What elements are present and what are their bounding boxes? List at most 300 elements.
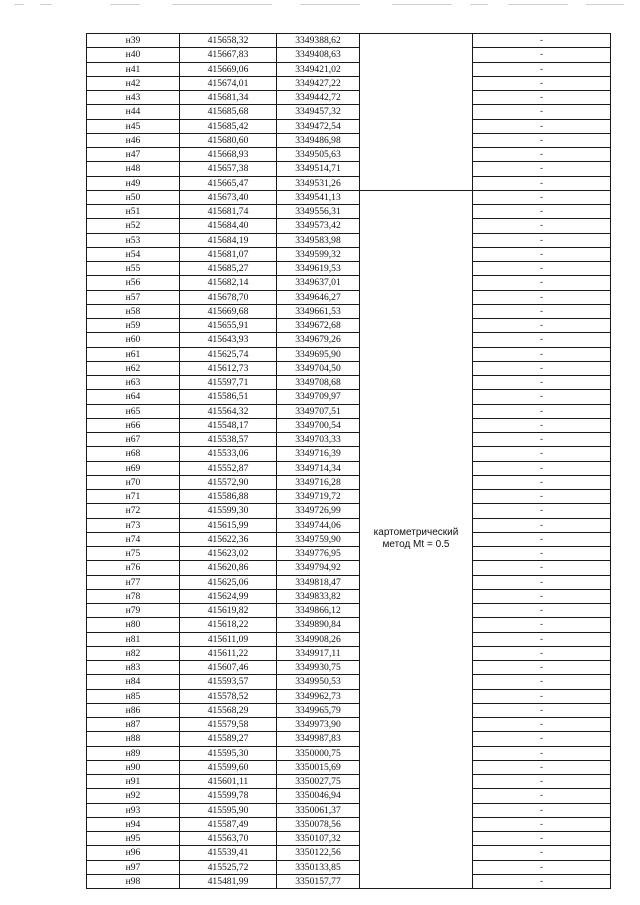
- x-coordinate-cell: 415572,90: [180, 475, 277, 489]
- table-row: [87, 675, 611, 689]
- x-coordinate-cell: 415612,73: [180, 361, 277, 375]
- y-coordinate-cell: 3349703,33: [277, 433, 360, 447]
- accuracy-value-cell: -: [473, 304, 611, 318]
- x-coordinate-cell: 415595,90: [180, 803, 277, 817]
- point-id-cell: н44: [87, 105, 180, 119]
- point-id-cell: н97: [87, 860, 180, 874]
- y-coordinate-cell: 3349427,22: [277, 76, 360, 90]
- accuracy-value-cell: -: [473, 347, 611, 361]
- point-id-cell: н75: [87, 547, 180, 561]
- method-cell: [360, 190, 473, 888]
- point-id-cell: н48: [87, 162, 180, 176]
- point-id-cell: н69: [87, 461, 180, 475]
- accuracy-value-cell: -: [473, 447, 611, 461]
- accuracy-value-cell: -: [473, 661, 611, 675]
- x-coordinate-cell: 415625,74: [180, 347, 277, 361]
- table-row: [87, 418, 611, 432]
- x-coordinate-cell: 415619,82: [180, 604, 277, 618]
- y-coordinate-cell: 3349672,68: [277, 319, 360, 333]
- point-id-cell: н77: [87, 575, 180, 589]
- accuracy-value-cell: -: [473, 846, 611, 860]
- y-coordinate-cell: 3349726,99: [277, 504, 360, 518]
- coordinates-table: [86, 33, 611, 889]
- accuracy-value-cell: -: [473, 874, 611, 888]
- point-id-cell: н89: [87, 746, 180, 760]
- y-coordinate-cell: 3349556,31: [277, 205, 360, 219]
- y-coordinate-cell: 3349890,84: [277, 618, 360, 632]
- x-coordinate-cell: 415599,30: [180, 504, 277, 518]
- accuracy-value-cell: -: [473, 589, 611, 603]
- point-id-cell: н72: [87, 504, 180, 518]
- x-coordinate-cell: 415681,07: [180, 247, 277, 261]
- x-coordinate-cell: 415611,22: [180, 646, 277, 660]
- accuracy-value-cell: -: [473, 532, 611, 546]
- point-id-cell: н83: [87, 661, 180, 675]
- point-id-cell: н56: [87, 276, 180, 290]
- point-id-cell: н81: [87, 632, 180, 646]
- y-coordinate-cell: 3349637,01: [277, 276, 360, 290]
- x-coordinate-cell: 415597,71: [180, 376, 277, 390]
- point-id-cell: н62: [87, 361, 180, 375]
- x-coordinate-cell: 415611,09: [180, 632, 277, 646]
- table-row: [87, 290, 611, 304]
- point-id-cell: н50: [87, 190, 180, 204]
- table-row: [87, 575, 611, 589]
- point-id-cell: н61: [87, 347, 180, 361]
- accuracy-value-cell: -: [473, 219, 611, 233]
- table-row: [87, 475, 611, 489]
- y-coordinate-cell: 3349486,98: [277, 133, 360, 147]
- accuracy-value-cell: -: [473, 48, 611, 62]
- x-coordinate-cell: 415624,99: [180, 589, 277, 603]
- table-row: [87, 219, 611, 233]
- y-coordinate-cell: 3349505,63: [277, 148, 360, 162]
- table-row: [87, 447, 611, 461]
- x-coordinate-cell: 415657,38: [180, 162, 277, 176]
- x-coordinate-cell: 415665,47: [180, 176, 277, 190]
- y-coordinate-cell: 3349661,53: [277, 304, 360, 318]
- point-id-cell: н90: [87, 760, 180, 774]
- table-row: [87, 860, 611, 874]
- point-id-cell: н68: [87, 447, 180, 461]
- table-row: [87, 176, 611, 190]
- accuracy-value-cell: -: [473, 162, 611, 176]
- y-coordinate-cell: 3349930,75: [277, 661, 360, 675]
- x-coordinate-cell: 415563,70: [180, 832, 277, 846]
- point-id-cell: н45: [87, 119, 180, 133]
- x-coordinate-cell: 415615,99: [180, 518, 277, 532]
- accuracy-value-cell: -: [473, 62, 611, 76]
- table-row: [87, 247, 611, 261]
- accuracy-value-cell: -: [473, 461, 611, 475]
- table-row: [87, 205, 611, 219]
- table-row: [87, 775, 611, 789]
- accuracy-value-cell: -: [473, 518, 611, 532]
- table-row: [87, 390, 611, 404]
- x-coordinate-cell: 415669,68: [180, 304, 277, 318]
- point-id-cell: н87: [87, 718, 180, 732]
- table-row: [87, 461, 611, 475]
- x-coordinate-cell: 415685,27: [180, 262, 277, 276]
- table-row: [87, 689, 611, 703]
- accuracy-value-cell: -: [473, 703, 611, 717]
- x-coordinate-cell: 415579,58: [180, 718, 277, 732]
- table-row: [87, 718, 611, 732]
- accuracy-value-cell: -: [473, 262, 611, 276]
- table-row: [87, 604, 611, 618]
- y-coordinate-cell: 3350078,56: [277, 817, 360, 831]
- y-coordinate-cell: 3349388,62: [277, 34, 360, 48]
- y-coordinate-cell: 3350122,56: [277, 846, 360, 860]
- point-id-cell: н63: [87, 376, 180, 390]
- y-coordinate-cell: 3349442,72: [277, 91, 360, 105]
- accuracy-value-cell: -: [473, 290, 611, 304]
- table-row: [87, 276, 611, 290]
- accuracy-value-cell: -: [473, 803, 611, 817]
- point-id-cell: н57: [87, 290, 180, 304]
- method-text-line: метод Mt = 0.5: [382, 539, 450, 551]
- accuracy-value-cell: -: [473, 789, 611, 803]
- point-id-cell: н80: [87, 618, 180, 632]
- table-row: [87, 789, 611, 803]
- accuracy-value-cell: -: [473, 618, 611, 632]
- x-coordinate-cell: 415587,49: [180, 817, 277, 831]
- accuracy-value-cell: -: [473, 76, 611, 90]
- accuracy-value-cell: -: [473, 34, 611, 48]
- point-id-cell: н59: [87, 319, 180, 333]
- table-row: [87, 646, 611, 660]
- accuracy-value-cell: -: [473, 176, 611, 190]
- y-coordinate-cell: 3349917,11: [277, 646, 360, 660]
- x-coordinate-cell: 415586,51: [180, 390, 277, 404]
- table-row: [87, 91, 611, 105]
- x-coordinate-cell: 415667,83: [180, 48, 277, 62]
- y-coordinate-cell: 3349421,02: [277, 62, 360, 76]
- point-id-cell: н84: [87, 675, 180, 689]
- accuracy-value-cell: -: [473, 418, 611, 432]
- point-id-cell: н86: [87, 703, 180, 717]
- accuracy-value-cell: -: [473, 604, 611, 618]
- y-coordinate-cell: 3349700,54: [277, 418, 360, 432]
- accuracy-value-cell: -: [473, 376, 611, 390]
- point-id-cell: н85: [87, 689, 180, 703]
- y-coordinate-cell: 3349679,26: [277, 333, 360, 347]
- accuracy-value-cell: -: [473, 390, 611, 404]
- x-coordinate-cell: 415678,70: [180, 290, 277, 304]
- table-row: [87, 433, 611, 447]
- y-coordinate-cell: 3350000,75: [277, 746, 360, 760]
- point-id-cell: н40: [87, 48, 180, 62]
- table-row: [87, 817, 611, 831]
- point-id-cell: н78: [87, 589, 180, 603]
- y-coordinate-cell: 3349472,54: [277, 119, 360, 133]
- point-id-cell: н53: [87, 233, 180, 247]
- accuracy-value-cell: -: [473, 760, 611, 774]
- method-cell-blank: [360, 34, 473, 191]
- table-row: [87, 133, 611, 147]
- point-id-cell: н58: [87, 304, 180, 318]
- x-coordinate-cell: 415595,30: [180, 746, 277, 760]
- accuracy-value-cell: -: [473, 732, 611, 746]
- accuracy-value-cell: -: [473, 646, 611, 660]
- table-row: [87, 162, 611, 176]
- y-coordinate-cell: 3349583,98: [277, 233, 360, 247]
- table-row: [87, 547, 611, 561]
- x-coordinate-cell: 415607,46: [180, 661, 277, 675]
- x-coordinate-cell: 415599,78: [180, 789, 277, 803]
- point-id-cell: н54: [87, 247, 180, 261]
- point-id-cell: н76: [87, 561, 180, 575]
- table-row: [87, 589, 611, 603]
- table-row: [87, 233, 611, 247]
- y-coordinate-cell: 3349965,79: [277, 703, 360, 717]
- table-row: [87, 832, 611, 846]
- x-coordinate-cell: 415618,22: [180, 618, 277, 632]
- x-coordinate-cell: 415669,06: [180, 62, 277, 76]
- y-coordinate-cell: 3350061,37: [277, 803, 360, 817]
- accuracy-value-cell: -: [473, 404, 611, 418]
- y-coordinate-cell: 3349833,82: [277, 589, 360, 603]
- y-coordinate-cell: 3349704,50: [277, 361, 360, 375]
- y-coordinate-cell: 3349709,97: [277, 390, 360, 404]
- accuracy-value-cell: -: [473, 632, 611, 646]
- accuracy-value-cell: -: [473, 333, 611, 347]
- x-coordinate-cell: 415564,32: [180, 404, 277, 418]
- accuracy-value-cell: -: [473, 832, 611, 846]
- accuracy-value-cell: -: [473, 91, 611, 105]
- table-row: [87, 846, 611, 860]
- accuracy-value-cell: -: [473, 133, 611, 147]
- accuracy-value-cell: -: [473, 575, 611, 589]
- point-id-cell: н67: [87, 433, 180, 447]
- point-id-cell: н70: [87, 475, 180, 489]
- coordinates-table-body: [87, 34, 611, 889]
- accuracy-value-cell: -: [473, 190, 611, 204]
- accuracy-value-cell: -: [473, 119, 611, 133]
- table-row: [87, 561, 611, 575]
- accuracy-value-cell: -: [473, 105, 611, 119]
- table-row: [87, 34, 611, 48]
- point-id-cell: н95: [87, 832, 180, 846]
- scan-artifact-strip: [0, 0, 640, 10]
- y-coordinate-cell: 3350107,32: [277, 832, 360, 846]
- y-coordinate-cell: 3349776,95: [277, 547, 360, 561]
- point-id-cell: н98: [87, 874, 180, 888]
- y-coordinate-cell: 3349987,83: [277, 732, 360, 746]
- x-coordinate-cell: 415623,02: [180, 547, 277, 561]
- accuracy-value-cell: -: [473, 504, 611, 518]
- point-id-cell: н51: [87, 205, 180, 219]
- table-row: [87, 347, 611, 361]
- table-row: [87, 119, 611, 133]
- table-row: [87, 760, 611, 774]
- y-coordinate-cell: 3349719,72: [277, 490, 360, 504]
- x-coordinate-cell: 415681,34: [180, 91, 277, 105]
- accuracy-value-cell: -: [473, 746, 611, 760]
- x-coordinate-cell: 415533,06: [180, 447, 277, 461]
- point-id-cell: н82: [87, 646, 180, 660]
- y-coordinate-cell: 3349962,73: [277, 689, 360, 703]
- y-coordinate-cell: 3349794,92: [277, 561, 360, 575]
- y-coordinate-cell: 3350015,69: [277, 760, 360, 774]
- table-row: [87, 732, 611, 746]
- y-coordinate-cell: 3349973,90: [277, 718, 360, 732]
- y-coordinate-cell: 3350157,77: [277, 874, 360, 888]
- x-coordinate-cell: 415658,32: [180, 34, 277, 48]
- method-text-line: картометрический: [373, 527, 459, 539]
- x-coordinate-cell: 415586,88: [180, 490, 277, 504]
- point-id-cell: н39: [87, 34, 180, 48]
- x-coordinate-cell: 415525,72: [180, 860, 277, 874]
- table-row: [87, 632, 611, 646]
- accuracy-value-cell: -: [473, 675, 611, 689]
- table-row: [87, 148, 611, 162]
- x-coordinate-cell: 415673,40: [180, 190, 277, 204]
- point-id-cell: н49: [87, 176, 180, 190]
- point-id-cell: н66: [87, 418, 180, 432]
- x-coordinate-cell: 415589,27: [180, 732, 277, 746]
- accuracy-value-cell: -: [473, 547, 611, 561]
- y-coordinate-cell: 3349908,26: [277, 632, 360, 646]
- x-coordinate-cell: 415539,41: [180, 846, 277, 860]
- table-row: [87, 518, 611, 532]
- x-coordinate-cell: 415601,11: [180, 775, 277, 789]
- point-id-cell: н79: [87, 604, 180, 618]
- y-coordinate-cell: 3349707,51: [277, 404, 360, 418]
- point-id-cell: н91: [87, 775, 180, 789]
- accuracy-value-cell: -: [473, 361, 611, 375]
- y-coordinate-cell: 3349541,13: [277, 190, 360, 204]
- x-coordinate-cell: 415643,93: [180, 333, 277, 347]
- y-coordinate-cell: 3349744,06: [277, 518, 360, 532]
- y-coordinate-cell: 3349599,32: [277, 247, 360, 261]
- table-row: [87, 661, 611, 675]
- table-row: [87, 746, 611, 760]
- y-coordinate-cell: 3350133,85: [277, 860, 360, 874]
- accuracy-value-cell: -: [473, 148, 611, 162]
- table-row: [87, 803, 611, 817]
- point-id-cell: н55: [87, 262, 180, 276]
- y-coordinate-cell: 3349457,32: [277, 105, 360, 119]
- point-id-cell: н93: [87, 803, 180, 817]
- accuracy-value-cell: -: [473, 319, 611, 333]
- x-coordinate-cell: 415599,60: [180, 760, 277, 774]
- accuracy-value-cell: -: [473, 433, 611, 447]
- accuracy-value-cell: -: [473, 860, 611, 874]
- x-coordinate-cell: 415568,29: [180, 703, 277, 717]
- point-id-cell: н60: [87, 333, 180, 347]
- accuracy-value-cell: -: [473, 561, 611, 575]
- table-row: [87, 404, 611, 418]
- x-coordinate-cell: 415620,86: [180, 561, 277, 575]
- x-coordinate-cell: 415684,19: [180, 233, 277, 247]
- point-id-cell: н65: [87, 404, 180, 418]
- point-id-cell: н74: [87, 532, 180, 546]
- table-row: [87, 48, 611, 62]
- y-coordinate-cell: 3350027,75: [277, 775, 360, 789]
- x-coordinate-cell: 415655,91: [180, 319, 277, 333]
- x-coordinate-cell: 415481,99: [180, 874, 277, 888]
- point-id-cell: н96: [87, 846, 180, 860]
- point-id-cell: н47: [87, 148, 180, 162]
- point-id-cell: н52: [87, 219, 180, 233]
- y-coordinate-cell: 3349646,27: [277, 290, 360, 304]
- y-coordinate-cell: 3349514,71: [277, 162, 360, 176]
- y-coordinate-cell: 3349866,12: [277, 604, 360, 618]
- accuracy-value-cell: -: [473, 490, 611, 504]
- point-id-cell: н46: [87, 133, 180, 147]
- point-id-cell: н41: [87, 62, 180, 76]
- point-id-cell: н92: [87, 789, 180, 803]
- y-coordinate-cell: 3349695,90: [277, 347, 360, 361]
- point-id-cell: н73: [87, 518, 180, 532]
- point-id-cell: н64: [87, 390, 180, 404]
- x-coordinate-cell: 415622,36: [180, 532, 277, 546]
- point-id-cell: н94: [87, 817, 180, 831]
- y-coordinate-cell: 3349950,53: [277, 675, 360, 689]
- point-id-cell: н42: [87, 76, 180, 90]
- y-coordinate-cell: 3349716,28: [277, 475, 360, 489]
- accuracy-value-cell: -: [473, 475, 611, 489]
- y-coordinate-cell: 3349714,34: [277, 461, 360, 475]
- point-id-cell: н71: [87, 490, 180, 504]
- table-row: [87, 304, 611, 318]
- point-id-cell: н43: [87, 91, 180, 105]
- x-coordinate-cell: 415668,93: [180, 148, 277, 162]
- table-row: [87, 190, 611, 204]
- y-coordinate-cell: 3349408,63: [277, 48, 360, 62]
- x-coordinate-cell: 415548,17: [180, 418, 277, 432]
- x-coordinate-cell: 415682,14: [180, 276, 277, 290]
- table-row: [87, 532, 611, 546]
- y-coordinate-cell: 3349818,47: [277, 575, 360, 589]
- y-coordinate-cell: 3349708,68: [277, 376, 360, 390]
- accuracy-value-cell: -: [473, 775, 611, 789]
- table-row: [87, 361, 611, 375]
- table-row: [87, 490, 611, 504]
- x-coordinate-cell: 415538,57: [180, 433, 277, 447]
- x-coordinate-cell: 415680,60: [180, 133, 277, 147]
- table-row: [87, 105, 611, 119]
- accuracy-value-cell: -: [473, 718, 611, 732]
- accuracy-value-cell: -: [473, 233, 611, 247]
- table-row: [87, 319, 611, 333]
- y-coordinate-cell: 3349531,26: [277, 176, 360, 190]
- point-id-cell: н88: [87, 732, 180, 746]
- y-coordinate-cell: 3349716,39: [277, 447, 360, 461]
- x-coordinate-cell: 415684,40: [180, 219, 277, 233]
- x-coordinate-cell: 415681,74: [180, 205, 277, 219]
- table-row: [87, 703, 611, 717]
- accuracy-value-cell: -: [473, 689, 611, 703]
- table-row: [87, 76, 611, 90]
- table-row: [87, 62, 611, 76]
- y-coordinate-cell: 3349573,42: [277, 219, 360, 233]
- x-coordinate-cell: 415593,57: [180, 675, 277, 689]
- x-coordinate-cell: 415685,68: [180, 105, 277, 119]
- table-row: [87, 262, 611, 276]
- accuracy-value-cell: -: [473, 817, 611, 831]
- accuracy-value-cell: -: [473, 247, 611, 261]
- x-coordinate-cell: 415685,42: [180, 119, 277, 133]
- y-coordinate-cell: 3350046,94: [277, 789, 360, 803]
- accuracy-value-cell: -: [473, 276, 611, 290]
- table-row: [87, 333, 611, 347]
- table-row: [87, 376, 611, 390]
- x-coordinate-cell: 415625,06: [180, 575, 277, 589]
- table-row: [87, 874, 611, 888]
- x-coordinate-cell: 415578,52: [180, 689, 277, 703]
